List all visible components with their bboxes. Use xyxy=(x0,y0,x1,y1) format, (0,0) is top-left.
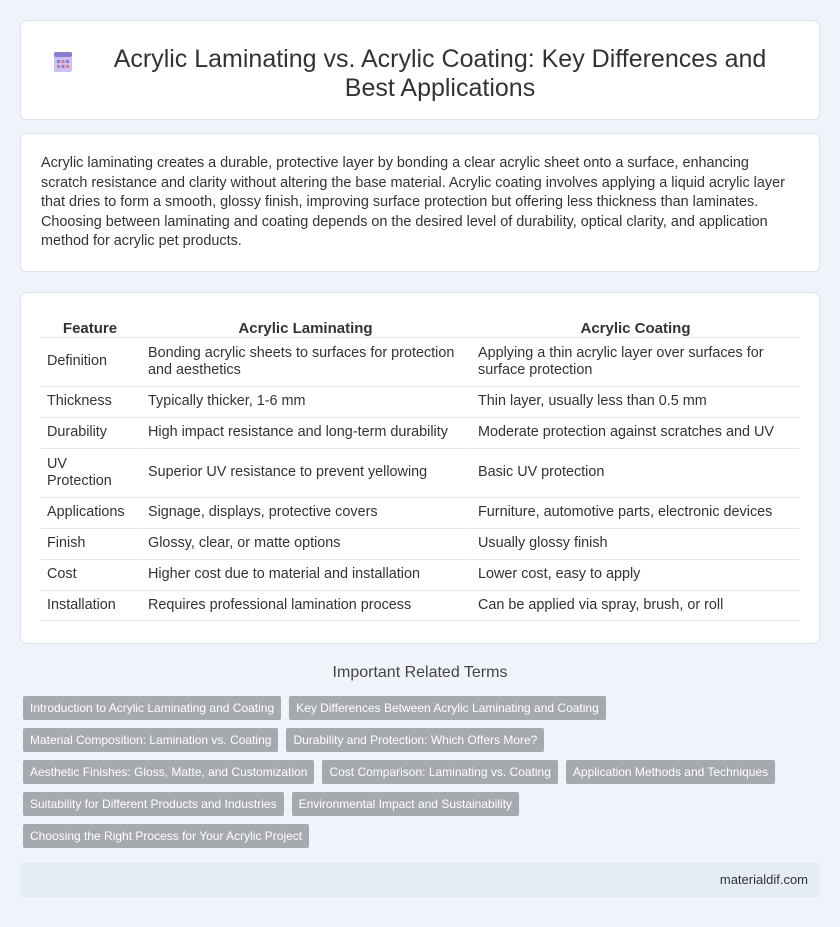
column-header-feature: Feature xyxy=(62,320,118,337)
laminating-cell: Typically thicker, 1-6 mm xyxy=(139,386,469,417)
related-term-tag[interactable]: Key Differences Between Acrylic Laminating and Coating xyxy=(289,696,606,720)
feature-cell: UV Protection xyxy=(41,448,139,497)
related-term-tag[interactable]: Introduction to Acrylic Laminating and Coating xyxy=(23,696,281,720)
related-terms-list xyxy=(23,696,813,848)
coating-cell: Moderate protection against scratches and UV xyxy=(469,417,799,448)
feature-cell: Definition xyxy=(41,337,139,386)
coating-cell: Usually glossy finish xyxy=(469,528,799,559)
related-term-tag[interactable]: Cost Comparison: Laminating vs. Coating xyxy=(322,760,557,784)
column-header-coating: Acrylic Coating xyxy=(469,310,799,337)
laminating-cell: Requires professional lamination process xyxy=(139,590,469,621)
coating-cell: Basic UV protection xyxy=(469,448,799,497)
footer-site-link[interactable]: materialdif.com xyxy=(719,872,808,887)
laminating-cell: Higher cost due to material and installation xyxy=(139,559,469,590)
coating-cell: Furniture, automotive parts, electronic devices xyxy=(469,497,799,528)
table-row xyxy=(41,448,799,497)
table-row xyxy=(41,337,799,386)
laminating-cell: Signage, displays, protective covers xyxy=(139,497,469,528)
related-term-tag[interactable]: Aesthetic Finishes: Gloss, Matte, and Customization xyxy=(23,760,314,784)
intro-card xyxy=(20,133,820,272)
laminating-cell: Bonding acrylic sheets to surfaces for protection and aesthetics xyxy=(139,337,469,386)
related-term-tag[interactable]: Environmental Impact and Sustainability xyxy=(292,792,519,816)
laminating-cell: High impact resistance and long-term durability xyxy=(139,417,469,448)
intro-text: Acrylic laminating creates a durable, protective layer by bonding a clear acrylic sheet onto a surface, enhancing scratch resistance and clarity without altering the base material. Acrylic coating involves applying a liquid acrylic layer that dries to form a smooth, glossy finish, improving surface protection but offering less thickness than laminates. Choosing between laminating and coating depends on the desired level of durability, optical clarity, and application method for acrylic pet products. xyxy=(41,155,785,249)
coating-cell: Can be applied via spray, brush, or roll xyxy=(469,590,799,621)
feature-cell: Installation xyxy=(41,590,139,621)
comparison-table xyxy=(41,310,799,621)
footer xyxy=(20,863,820,897)
related-terms-heading: Important Related Terms xyxy=(332,664,508,681)
coating-cell: Lower cost, easy to apply xyxy=(469,559,799,590)
feature-cell: Applications xyxy=(41,497,139,528)
table-row xyxy=(41,590,799,621)
table-row xyxy=(41,559,799,590)
table-header-row xyxy=(41,310,799,337)
feature-cell: Thickness xyxy=(41,386,139,417)
laminating-cell: Superior UV resistance to prevent yellowing xyxy=(139,448,469,497)
table-row xyxy=(41,497,799,528)
related-term-tag[interactable]: Material Composition: Lamination vs. Coating xyxy=(23,728,278,752)
document-icon xyxy=(51,50,75,74)
coating-cell: Applying a thin acrylic layer over surfaces for surface protection xyxy=(469,337,799,386)
comparison-table-card xyxy=(20,292,820,644)
table-row xyxy=(41,417,799,448)
related-term-tag[interactable]: Application Methods and Techniques xyxy=(566,760,775,784)
table-row xyxy=(41,528,799,559)
feature-cell: Durability xyxy=(41,417,139,448)
table-row xyxy=(41,386,799,417)
column-header-laminating: Acrylic Laminating xyxy=(139,310,469,337)
page-title: Acrylic Laminating vs. Acrylic Coating: Key Differences and Best Applications xyxy=(113,45,767,102)
coating-cell: Thin layer, usually less than 0.5 mm xyxy=(469,386,799,417)
feature-cell: Finish xyxy=(41,528,139,559)
related-term-tag[interactable]: Durability and Protection: Which Offers More? xyxy=(286,728,544,752)
feature-cell: Cost xyxy=(41,559,139,590)
laminating-cell: Glossy, clear, or matte options xyxy=(139,528,469,559)
header-card xyxy=(20,20,820,120)
related-term-tag[interactable]: Suitability for Different Products and Industries xyxy=(23,792,284,816)
related-term-tag[interactable]: Choosing the Right Process for Your Acrylic Project xyxy=(23,824,309,848)
